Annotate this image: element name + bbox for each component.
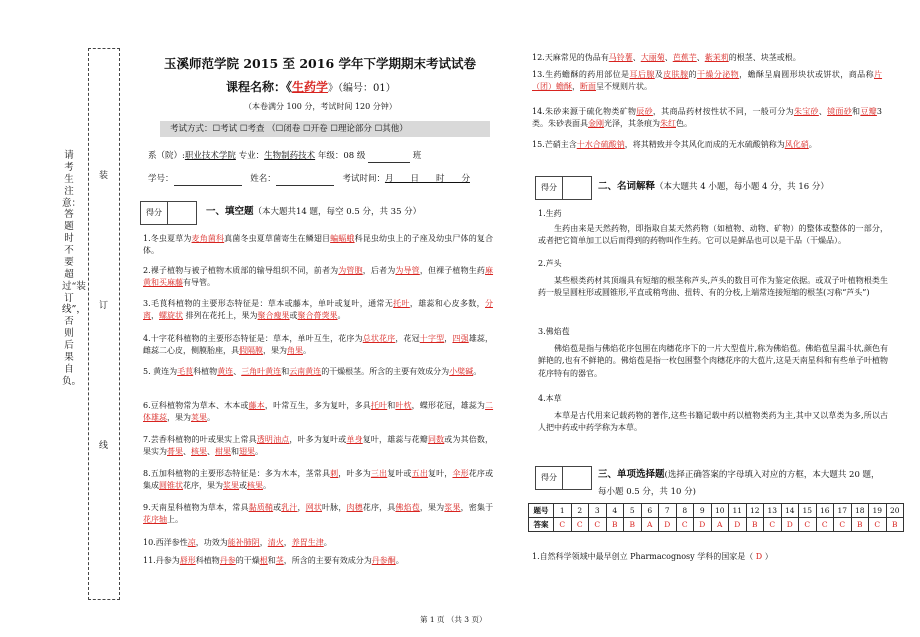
binding-zhuang: 装: [99, 171, 109, 181]
question-5: 5. 黄连为毛茛科植物黄连、三角叶黄连和云南黄连的干燥根茎。所含的主要有效成分为小檗碱。: [143, 367, 482, 376]
question-15: 15.芒硝主含十水合硫酸钠，将其精致并令其风化而成的无水硫酸钠称为风化硝。: [532, 140, 817, 149]
answer-table-header-ans: 答案: [529, 518, 554, 532]
answer-value-cell: A: [711, 518, 729, 532]
answer-num-cell: 11: [729, 504, 747, 518]
grade-value: 08 级: [343, 151, 366, 161]
answer-value-cell: B: [886, 518, 904, 532]
section-1-title: 一、填空题（本大题共14 题，每空 0.5 分，共 35 分）: [206, 206, 422, 217]
answer-value-cell: C: [764, 518, 782, 532]
major-value: 生物制药技术: [264, 151, 316, 161]
exam-mode: 考试方式：☐考试 ☐考查 （☐闭卷 ☐开卷 ☐理论部分 ☐其他）: [170, 124, 408, 134]
answer-value-cell: B: [624, 518, 642, 532]
exam-title: 玉溪师范学院 2015 至 2016 学年下学期期末考试试卷: [164, 56, 476, 71]
answer-num-cell: 4: [606, 504, 624, 518]
answer-value-cell: D: [729, 518, 747, 532]
exam-mode-bar: [160, 121, 490, 137]
binding-line: [88, 48, 120, 600]
score-box-2: 得分: [535, 176, 592, 200]
question-10: 10.西洋参性凉，功效为能补肺阴，清火，养胃生津。: [143, 538, 332, 547]
question-4: 4.十字花科植物的主要形态特征是：草本，单叶互生，花序为总状花序，花冠十字型，四强雄蕊，雌蕊二心皮，侧膜胎座，具假隔膜，果为角果。: [143, 334, 494, 356]
section-3-title: 三、单项选择题(选择正确答案的字母填入对应的方框，本大题共 20 题， 每小题 0.5 分，共 10 分): [598, 469, 880, 498]
exam-meta: （本卷满分 100 分，考试时间 120 分钟）: [244, 102, 397, 111]
mc-question-1-answer: D: [755, 552, 763, 561]
answer-value-cell: C: [799, 518, 817, 532]
answer-num-cell: 14: [781, 504, 799, 518]
answer-table-header-num: 题号: [529, 504, 554, 518]
section-2-title: 二、名词解释（本大题共 4 小题，每小题 4 分，共 16 分）: [598, 181, 829, 192]
student-line: 学号： 姓名： 考试时间：月 日 时 分: [148, 173, 470, 186]
answer-value-cell: C: [834, 518, 852, 532]
question-9: 9.天南星科植物为草本，常具黏质鞘或乳汁，网状叶脉，肉穗花序，具佛焰苞，果为浆果，密集于花序轴上。: [143, 503, 494, 525]
answer-num-cell: 8: [676, 504, 694, 518]
answer-value-cell: D: [694, 518, 712, 532]
answer-num-cell: 10: [711, 504, 729, 518]
answer-value-cell: C: [554, 518, 572, 532]
score-box-1: 得分: [140, 201, 197, 225]
answer-num-cell: 1: [554, 504, 572, 518]
course-line: 课程名称：《生药学》（编号：01）: [226, 80, 396, 94]
answer-value-cell: D: [659, 518, 677, 532]
term-2-def: 某些根类药材其顶端具有短缩的根茎称芦头,芦头的数目可作为鉴定依据。或双子叶植物根类生药一般呈圆柱形或圆锥形,平直或稍弯曲、扭转、有的分枝,上端常连接短缩的根茎(习称“芦头”): [538, 276, 888, 298]
answer-value-cell: D: [781, 518, 799, 532]
term-4-title: 4.本草: [538, 394, 562, 403]
answer-num-cell: 19: [869, 504, 887, 518]
term-3-title: 3.佛焰苞: [538, 327, 570, 336]
answer-num-cell: 13: [764, 504, 782, 518]
mc-question-1: 1.自然科学领域中最早创立 Pharmacognosy 学科的国家是（ D ）: [532, 552, 773, 561]
answer-value-cell: B: [851, 518, 869, 532]
term-4-def: 本草是古代用来记载药物的著作,这些书籍记载中药以植物类药为主,其中又以草类为多,所以古人把中药或中药学称为本草。: [538, 411, 888, 433]
answer-num-cell: 17: [834, 504, 852, 518]
answer-num-cell: 7: [659, 504, 677, 518]
page-footer: 第 1 页 （共 3 页）: [420, 615, 487, 624]
answer-table: [528, 503, 904, 532]
answer-value-cell: C: [869, 518, 887, 532]
answer-num-cell: 16: [816, 504, 834, 518]
score-box-3: 得分: [535, 466, 592, 490]
question-2: 2.裸子植物与被子植物木质部的输导组织不同，前者为为管胞，后者为为导管，但裸子植物生药麻黄和买麻藤有导管。: [143, 266, 494, 288]
binding-xian: 线: [99, 441, 109, 451]
question-11: 11.丹参为唇形科植物丹参的干燥根和茎，所含的主要有效成分为丹参酮。: [143, 556, 404, 565]
answer-num-cell: 3: [589, 504, 607, 518]
answer-value-cell: B: [746, 518, 764, 532]
question-3: 3.毛茛科植物的主要形态特征是：草本或藤本，单叶或复叶，通常无托叶，雄蕊和心皮多数，分离，螺旋状 排列在花托上，果为聚合瘦果或聚合蓇葖果。: [143, 299, 493, 321]
term-1-def: 生药由来是天然药物，即指取自某天然药物（如植物、动物、矿物）的整体或整体的一部分，或者把它简单加工以后而得到的药物叫作生药。它可以是鲜品也可以是干品（干燥品）。: [538, 224, 888, 246]
answer-value-cell: C: [816, 518, 834, 532]
question-6: 6.豆科植物常为草本、木本或藤本，叶常互生，多为复叶，多具托叶和叶枕，蝶形花冠，雄蕊为二体雄蕊，果为荚果。: [143, 401, 494, 423]
question-7: 7.芸香科植物的叶或果实上常具透明油点，叶多为复叶或单身复叶，雄蕊与花瓣同数或为其倍数，果实为蓇果、核果、柑果和翅果。: [143, 435, 494, 457]
answer-num-cell: 5: [624, 504, 642, 518]
answer-value-cell: A: [641, 518, 659, 532]
question-12: 12.天麻常见的伪品有马铃薯、大丽菊、芭蕉芋、紫茉莉的根茎、块茎或根。: [532, 53, 801, 62]
term-3-def: 佛焰苞是指与佛焰花序包围在肉穗花序下的一片大型苞片,称为佛焰苞。佛焰苞呈漏斗状,颜色有鲜艳的,也有不鲜艳的。佛焰苞是指一枚包围整个肉穗花序的大苞片,这是天南星科和有些单子叶植物花序特有的器官。: [538, 344, 888, 378]
question-8: 8.五加科植物的主要形态特征是：多为木本，茎常具刺，叶多为三出复叶或五出复叶，伞形花序或集成圆锥状花序，果为浆果或核果。: [143, 469, 494, 491]
dept-line: 系（院）:职业技术学院 专业：生物制药技术 年级：08 级 班: [148, 150, 421, 163]
answer-value-cell: C: [676, 518, 694, 532]
answer-num-cell: 15: [799, 504, 817, 518]
question-1: 1.冬虫夏草为麦角菌科真菌冬虫夏草菌寄生在鳞翅目蝙蝠蛾科昆虫幼虫上的子座及幼虫尸体的复合体。: [143, 234, 494, 256]
binding-ding: 订: [99, 301, 109, 311]
question-14: 14.朱砂来源于硫化物类矿物辰砂，其商品药材按性状不同，一般可分为朱宝砂、镜面砂和豆瓣3 类。朱砂表面具金刚光泽，其条痕为朱红色。: [532, 107, 882, 129]
answer-num-cell: 12: [746, 504, 764, 518]
answer-num-cell: 20: [886, 504, 904, 518]
term-2-title: 2.芦头: [538, 259, 562, 268]
course-name: 生药学: [292, 80, 329, 94]
answer-num-cell: 2: [571, 504, 589, 518]
answer-num-cell: 9: [694, 504, 712, 518]
answer-value-cell: B: [606, 518, 624, 532]
answer-num-cell: 18: [851, 504, 869, 518]
question-13: 13.生药蟾酥的药用部位是耳后腺及皮肤腺的干燥分泌物，蟾酥呈扁圆形块状或饼状，商品称片（团）蟾酥，断面呈不规则片状。: [532, 70, 883, 92]
answer-num-cell: 6: [641, 504, 659, 518]
answer-value-cell: C: [571, 518, 589, 532]
term-1-title: 1.生药: [538, 209, 562, 218]
binding-notice: 请考生注意：答题时不要超过“装订线”，否则后果自负。: [62, 150, 86, 387]
dept-value: 职业技术学院: [184, 151, 236, 161]
answer-value-cell: C: [589, 518, 607, 532]
